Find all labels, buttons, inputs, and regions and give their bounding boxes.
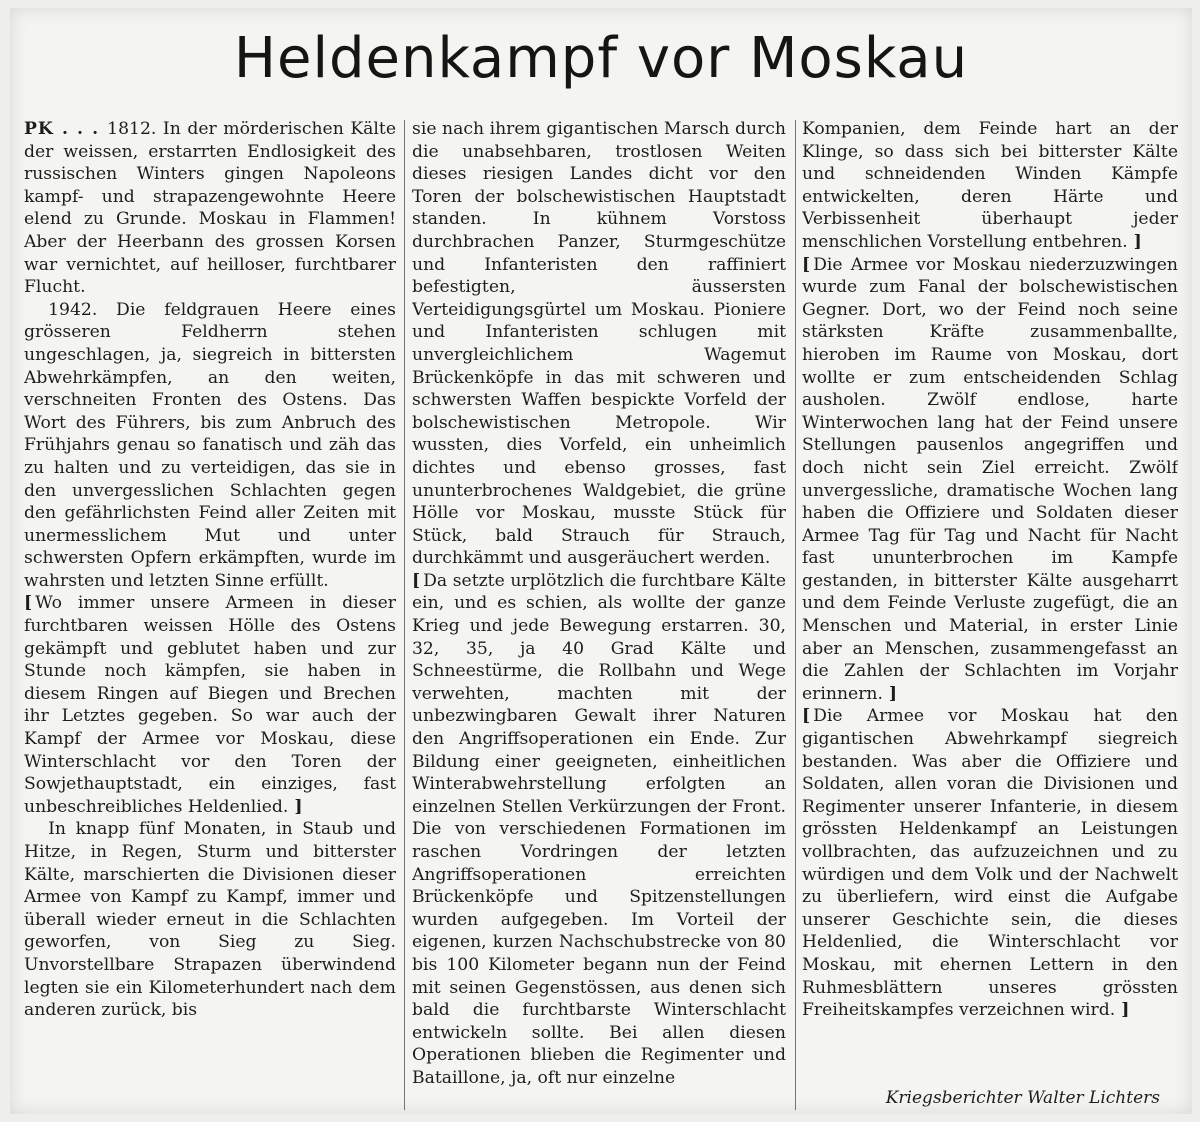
column-divider bbox=[795, 120, 796, 1110]
paragraph: In knapp fünf Monaten, in Staub und Hitze, in Regen, Sturm und bitterster Kälte, marschierten die Divisionen dieser Armee von Kampf zu Kampf, immer und überall wieder erneut in die Schlachten geworfen, von Sieg zu Sieg. Unvorstellbare Strapazen überwindend legten sie ein Kilometerhundert nach dem anderen zurück, bis bbox=[24, 819, 396, 1021]
paragraph: sie nach ihrem gigantischen Marsch durch die unabsehbaren, trostlosen Weiten dieses riesigen Landes dicht vor den Toren der bolschewistischen Hauptstadt standen. In kühnem Vorstoss durchbrachen Panzer, Sturmgeschütze und Infanteristen den raffiniert befestigten, äussersten Verteidigungsgürtel um Moskau. Pioniere und Infanteristen schlugen mit unvergleichlichem Wagemut Brückenköpfe in das mit schweren und schwersten Waffen bespickte Vorfeld der bolschewistischen Metropole. Wir wussten, dies Vorfeld, ein unheimlich dichtes und ebenso grosses, fast ununterbrochenes Waldgebiet, die grüne Hölle vor Moskau, musste Stück für Stück, bald Strauch für Strauch, durchkämmt und ausgeräuchert werden. bbox=[412, 119, 786, 569]
article-column-1 bbox=[24, 118, 396, 1113]
article-column-2 bbox=[412, 118, 786, 1113]
paragraph: [ Wo immer unsere Armeen in dieser furchtbaren weissen Hölle des Ostens gekämpft und geblutet haben und zur Stunde noch kämpfen, sie haben in diesem Ringen auf Biegen und Brechen ihr Letztes gegeben. So war auch der Kampf der Armee vor Moskau, diese Winterschlacht vor den Toren der Sowjethauptstadt, ein einziges, fast unbeschreibliches Heldenlied. ] bbox=[24, 592, 396, 818]
paragraph: [ Die Armee vor Moskau niederzuzwingen wurde zum Fanal der bolschewistischen Gegner. Dort, wo der Feind noch seine stärksten Kräfte zusammenballte, hieroben im Raume von Moskau, dort wollte er zum entscheidenden Schlag ausholen. Zwölf endlose, harte Winterwochen lang hat der Feind unsere Stellungen pausenlos angegriffen und doch nicht sein Ziel erreicht. Zwölf unvergessliche, dramatische Wochen lang haben die Offiziere und Soldaten dieser Armee Tag für Tag und Nacht für Nacht fast ununterbrochen im Kampfe gestanden, in bitterster Kälte ausgeharrt und dem Feinde Verluste zugefügt, die an Menschen und Material, in erster Linie aber an Menschen, zusammengefasst an die Zahlen der Schlachten im Vorjahr erinnern. ] bbox=[802, 254, 1178, 706]
column-divider bbox=[404, 120, 405, 1110]
paragraph: 1942. Die feldgrauen Heere eines grösseren Feldherrn stehen ungeschlagen, ja, siegreich in bittersten Abwehrkämpfen, an den weiten, verschneiten Fronten des Ostens. Das Wort des Führers, bis zum Anbruch des Frühjahrs genau so fanatisch und zäh das zu halten und zu verteidigen, das sie in den unvergesslichen Schlachten gegen den gefährlichsten Feind aller Zeiten mit unermesslichem Mut und unter schwersten Opfern erkämpften, wurde im wahrsten und letzten Sinne erfüllt. bbox=[24, 299, 396, 591]
newspaper-clipping bbox=[10, 8, 1192, 1114]
paragraph: Kompanien, dem Feinde hart an der Klinge, so dass sich bei bitterster Kälte und schneidenden Winden Kämpfe entwickelten, deren Härte und Verbissenheit überhaupt jeder menschlichen Vorstellung entbehren. ] bbox=[802, 118, 1178, 254]
paragraph: [ Da setzte urplötzlich die furchtbare Kälte ein, und es schien, als wollte der ganze Krieg und jede Bewegung erstarren. 30, 32, 35, ja 40 Grad Kälte und Schneestürme, die Rollbahn und Wege verwehten, machten mit der unbezwingbaren Gewalt ihrer Naturen den Angriffsoperationen ein Ende. Zur Bildung einer geeigneten, einheitlichen Winterabwehrstellung erfolgten an einzelnen Stellen Verkürzungen der Front. Die von verschiedenen Formationen im raschen Vordringen der letzten Angriffsoperationen erreichten Brückenköpfe und Spitzenstellungen wurden aufgegeben. Im Vorteil der eigenen, kurzen Nachschubstrecke von 80 bis 100 Kilometer begann nun der Feind mit seinen Gegenstössen, aus denen sich bald die furchtbarste Winterschlacht entwickeln sollte. Bei allen diesen Operationen blieben die Regimenter und Bataillone, ja, oft nur einzelne bbox=[412, 570, 786, 1090]
headline: Heldenkampf vor Moskau bbox=[233, 26, 969, 91]
press-kicker: PK . . . bbox=[24, 119, 108, 139]
author-signature: Kriegsberichter Walter Lichters bbox=[885, 1088, 1160, 1108]
paragraph: [ Die Armee vor Moskau hat den gigantischen Abwehrkampf siegreich bestanden. Was aber die Offiziere und Soldaten, allen voran die Divisionen und Regimenter unserer Infanterie, in diesem grössten Heldenkampf an Leistungen vollbrachten, das aufzuzeichnen und zu würdigen und dem Volk und der Nachwelt zu überliefern, wird einst die Aufgabe unserer Geschichte sein, die dieses Heldenlied, die Winterschlacht vor Moskau, mit ehernen Lettern in den Ruhmesblättern unseres grössten Freiheitskampfes verzeichnen wird. ] bbox=[802, 705, 1178, 1021]
article-column-3 bbox=[802, 118, 1178, 1113]
paragraph: PK . . . 1812. In der mörderischen Kälte der weissen, erstarrten Endlosigkeit des russischen Winters gingen Napoleons kampf- und strapazengewohnte Heere elend zu Grunde. Moskau in Flammen! Aber der Heerbann des grossen Korsen war vernichtet, auf heilloser, furchtbarer Flucht. bbox=[24, 119, 396, 298]
